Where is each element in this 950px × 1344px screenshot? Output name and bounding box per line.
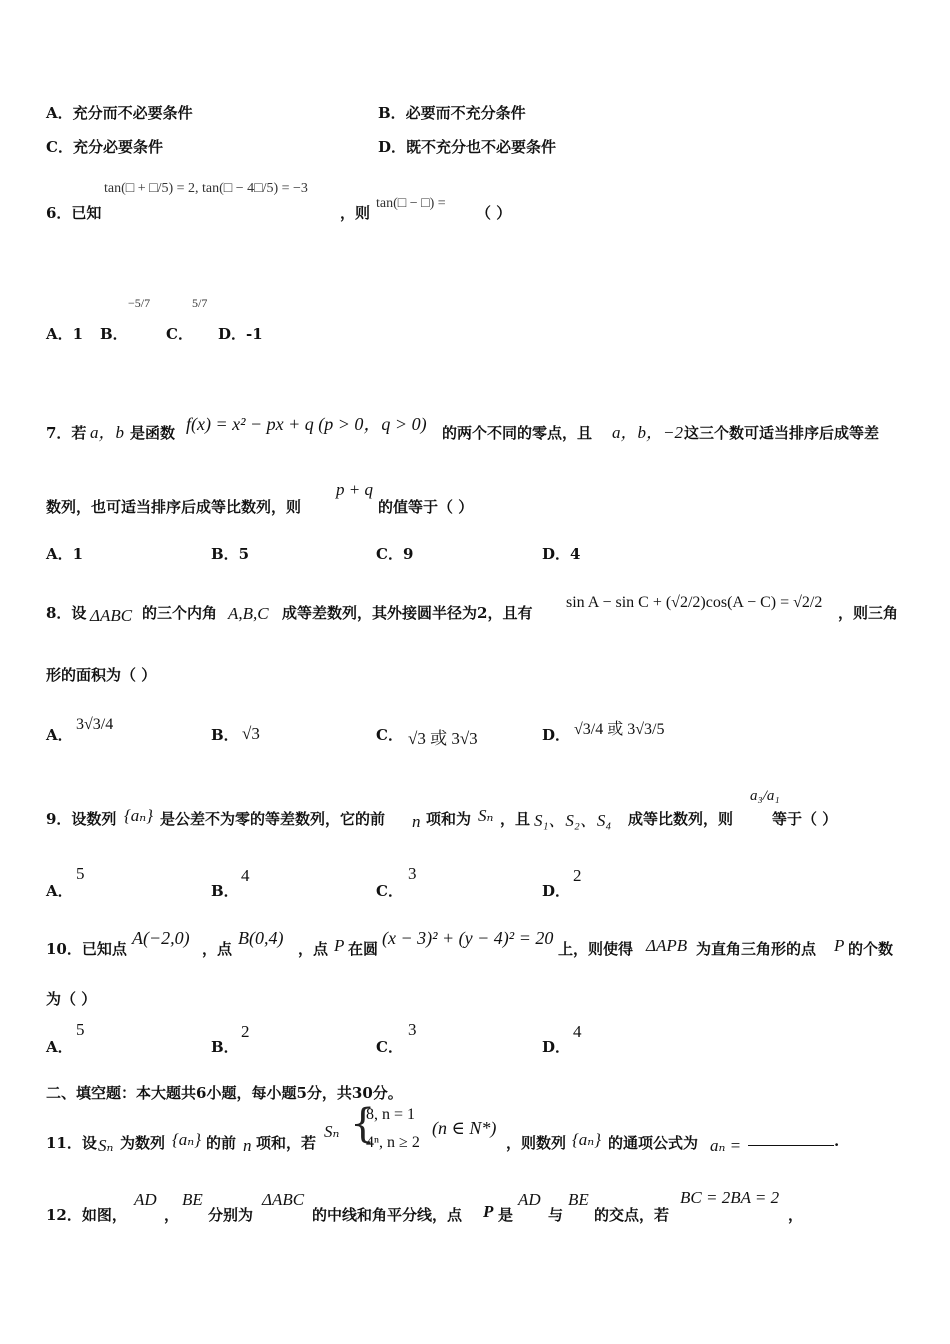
q11-domain: (n ∈ N*) bbox=[432, 1118, 497, 1138]
q5-option-c: C．充分必要条件 bbox=[46, 138, 163, 156]
q9-ratio: a₃/a₁ bbox=[750, 788, 780, 804]
q11-text2: 的前 bbox=[206, 1134, 237, 1152]
section-heading: 二、填空题：本大题共6小题，每小题5分，共30分。 bbox=[46, 1084, 403, 1102]
q10-option-c-value: 3 bbox=[408, 1020, 417, 1039]
q7-option-c: C．9 bbox=[376, 545, 414, 563]
q11-sn-eq: Sₙ bbox=[324, 1122, 340, 1141]
q7-text2: 的两个不同的零点，且 bbox=[442, 424, 593, 442]
q8-option-a: A． bbox=[46, 726, 73, 744]
q6-number: 6．已知 bbox=[46, 204, 102, 222]
q7-function: f(x) = x² − px + q (p > 0，q > 0) bbox=[186, 414, 427, 434]
q11-brace: { bbox=[350, 1101, 376, 1147]
q9-text2: 项和为 bbox=[426, 810, 472, 828]
q8-option-b: B． bbox=[211, 726, 239, 744]
q6-option-b-value: −5/7 bbox=[128, 296, 151, 310]
q12-text5: 与 bbox=[548, 1206, 564, 1224]
q7-text3: 这三个数可适当排序后成等差 bbox=[684, 424, 880, 442]
q12-p: P bbox=[483, 1202, 494, 1221]
q6-formula-image: tan(□ + □/5) = 2, tan(□ − 4□/5) = −3 bbox=[104, 181, 308, 196]
q7-number: 7．若 bbox=[46, 424, 87, 442]
q11-sn: Sₙ bbox=[98, 1136, 114, 1155]
q10-circle: (x − 3)² + (y − 4)² = 20 bbox=[382, 928, 554, 948]
q11-sequence: {aₙ} bbox=[172, 1130, 201, 1149]
q10-text2: ，点 bbox=[298, 940, 329, 958]
q10-text6: 的个数 bbox=[848, 940, 894, 958]
q12-be: BE bbox=[182, 1190, 203, 1209]
q7-option-d: D．4 bbox=[542, 545, 581, 563]
q11-text4: ，则数列 bbox=[506, 1134, 567, 1152]
q11-case1: 8, n = 1 bbox=[366, 1106, 416, 1123]
q10-text3: 在圆 bbox=[348, 940, 379, 958]
q6-option-a: A．1 bbox=[46, 325, 84, 343]
q9-text5: 等于（ ） bbox=[772, 810, 838, 828]
q10-text4: 上，则使得 bbox=[558, 940, 634, 958]
q12-number: 12．如图， bbox=[46, 1206, 127, 1224]
q11-text3: 项和，若 bbox=[256, 1134, 317, 1152]
q8-option-d: D． bbox=[542, 726, 571, 744]
q10-option-a: A． bbox=[46, 1038, 73, 1056]
q11-text5: 的通项公式为 bbox=[608, 1134, 699, 1152]
q12-ad: AD bbox=[134, 1190, 157, 1209]
q9-option-a-value: 5 bbox=[76, 864, 85, 883]
q8-line2: 形的面积为（ ） bbox=[46, 666, 157, 684]
q10-line2: 为（ ） bbox=[46, 990, 97, 1008]
q8-number: 8．设 bbox=[46, 604, 87, 622]
q10-point-a: A(−2,0) bbox=[132, 928, 190, 948]
q12-ad2: AD bbox=[518, 1190, 541, 1209]
q12-text1: ， bbox=[164, 1206, 180, 1224]
q7-abc: a，b，−2 bbox=[612, 423, 683, 442]
q9-option-c: C． bbox=[376, 882, 403, 900]
q11-end: . bbox=[834, 1132, 840, 1150]
q7-line2b: 的值等于（ ） bbox=[378, 498, 474, 516]
q11-number: 11．设 bbox=[46, 1134, 97, 1152]
q5-option-a: A．充分而不必要条件 bbox=[46, 104, 193, 122]
q7-line2a: 数列，也可适当排序后成等比数列，则 bbox=[46, 498, 302, 516]
q7-option-a: A．1 bbox=[46, 545, 84, 563]
q7-text1: 是函数 bbox=[130, 424, 176, 442]
q8-text2: 成等差数列，其外接圆半径为2，且有 bbox=[282, 604, 533, 622]
q8-option-c-value: √3 或 3√3 bbox=[408, 729, 478, 748]
q8-option-a-value: 3√3/4 bbox=[76, 716, 114, 733]
q9-text4: 成等比数列，则 bbox=[628, 810, 734, 828]
q5-option-d: D．既不充分也不必要条件 bbox=[378, 138, 557, 156]
q9-option-d: D． bbox=[542, 882, 571, 900]
q12-text2: 分别为 bbox=[208, 1206, 254, 1224]
q9-option-d-value: 2 bbox=[573, 866, 582, 885]
q12-equation: BC = 2BA = 2 bbox=[680, 1188, 780, 1207]
q10-text1: ，点 bbox=[202, 940, 233, 958]
q10-point-b: B(0,4) bbox=[238, 928, 284, 948]
q9-option-b-value: 4 bbox=[241, 866, 250, 885]
q6-option-c-value: 5/7 bbox=[192, 296, 208, 310]
q6-text-mid: ，则 bbox=[340, 204, 371, 222]
q10-number: 10．已知点 bbox=[46, 940, 127, 958]
q8-equation: sin A − sin C + (√2/2)cos(A − C) = √2/2 bbox=[566, 594, 823, 611]
q10-text5: 为直角三角形的点 bbox=[696, 940, 817, 958]
q9-sequence: {aₙ} bbox=[124, 806, 153, 825]
q5-option-b: B．必要而不充分条件 bbox=[378, 104, 526, 122]
q9-text1: 是公差不为零的等差数列，它的前 bbox=[160, 810, 386, 828]
q9-sn: Sₙ bbox=[478, 806, 494, 825]
q10-option-c: C． bbox=[376, 1038, 403, 1056]
q12-text7: ， bbox=[788, 1206, 804, 1224]
q10-option-b: B． bbox=[211, 1038, 239, 1056]
q6-option-d: D．-1 bbox=[218, 325, 263, 343]
q9-text3: ，且 bbox=[500, 810, 531, 828]
q10-option-a-value: 5 bbox=[76, 1020, 85, 1039]
q6-option-b: B． bbox=[100, 325, 128, 343]
q6-paren: （ ） bbox=[476, 204, 512, 222]
q10-p2: P bbox=[834, 936, 845, 955]
q10-option-d-value: 4 bbox=[573, 1022, 582, 1041]
q10-option-b-value: 2 bbox=[241, 1022, 250, 1041]
q9-n: n bbox=[412, 812, 421, 831]
q11-sequence2: {aₙ} bbox=[572, 1130, 601, 1149]
q12-triangle: ΔABC bbox=[262, 1190, 305, 1209]
q7-pq: p + q bbox=[336, 480, 373, 499]
q8-text3: ，则三角 bbox=[838, 604, 899, 622]
q10-triangle: ΔAPB bbox=[646, 936, 688, 955]
q7-ab: a，b bbox=[90, 423, 124, 442]
q12-be2: BE bbox=[568, 1190, 589, 1209]
q11-an-eq: aₙ = bbox=[710, 1136, 742, 1155]
q11-n: n bbox=[243, 1136, 252, 1155]
q7-option-b: B．5 bbox=[211, 545, 250, 563]
q12-text3: 的中线和角平分线，点 bbox=[312, 1206, 463, 1224]
q9-number: 9．设数列 bbox=[46, 810, 117, 828]
q8-option-b-value: √3 bbox=[242, 724, 260, 743]
q6-option-c: C． bbox=[166, 325, 193, 343]
q11-text1: 为数列 bbox=[120, 1134, 166, 1152]
q12-text6: 的交点，若 bbox=[594, 1206, 670, 1224]
q6-ask-formula: tan(□ − □) = bbox=[376, 196, 446, 211]
q12-text4: 是 bbox=[498, 1206, 514, 1224]
q9-option-c-value: 3 bbox=[408, 864, 417, 883]
q8-option-d-value: √3/4 或 3√3/5 bbox=[574, 721, 665, 738]
q8-angles: A,B,C bbox=[228, 604, 269, 623]
q8-text1: 的三个内角 bbox=[142, 604, 218, 622]
q8-triangle: ΔABC bbox=[90, 606, 133, 625]
q8-option-c: C． bbox=[376, 726, 403, 744]
q11-answer-blank[interactable] bbox=[748, 1132, 834, 1150]
q10-option-d: D． bbox=[542, 1038, 571, 1056]
q11-case2: 4ⁿ, n ≥ 2 bbox=[366, 1134, 420, 1151]
q10-p: P bbox=[334, 936, 345, 955]
q9-option-a: A． bbox=[46, 882, 73, 900]
q9-s-terms: S₁、S₂、S₄ bbox=[534, 811, 612, 830]
q9-option-b: B． bbox=[211, 882, 239, 900]
